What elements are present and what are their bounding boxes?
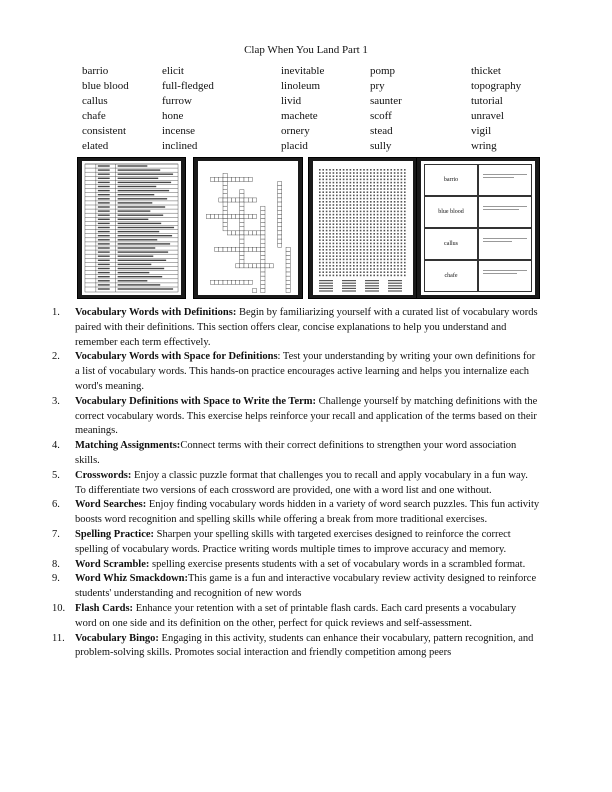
vocab-word: livid — [281, 95, 302, 107]
word-search-thumbnail — [308, 157, 418, 299]
word-search-graphic — [313, 161, 413, 295]
flash-card-grid — [424, 164, 532, 292]
flash-card — [424, 196, 478, 228]
worksheet-previews — [77, 157, 539, 299]
vocab-word: blue blood — [82, 80, 129, 92]
activity-item — [52, 350, 540, 394]
crossword-thumbnail — [193, 157, 303, 299]
vocab-word: ornery — [281, 125, 310, 137]
activity-description: Connect terms with their correct definitions to strengthen your word association skills. — [75, 440, 517, 466]
activity-number: 9. — [52, 573, 60, 585]
vocab-word: stead — [370, 125, 393, 137]
vocab-word: inevitable — [281, 65, 325, 77]
vocab-word: consistent — [82, 125, 126, 137]
flash-card-word: callus — [444, 241, 458, 247]
activity-description: Engaging in this activity, students can enhance their vocabulary, pattern recognition, and problem-solving skills. Promotes social interaction and friendly competition among peers — [75, 632, 534, 659]
flash-card — [424, 164, 478, 196]
vocab-word: placid — [281, 140, 308, 152]
vocab-word: barrio — [82, 65, 109, 77]
activity-number: 4. — [52, 440, 60, 452]
activity-title: Matching Assignments: — [75, 440, 181, 452]
activity-title: Word Searches: — [75, 499, 147, 511]
activity-item — [52, 528, 540, 558]
vocab-word: full-fledged — [162, 80, 214, 92]
activity-item — [52, 498, 540, 528]
vocab-word: linoleum — [281, 80, 321, 92]
activity-description: Sharpen your spelling skills with targeted exercises designed to reinforce the correct spelling of vocabulary words. Practice writing words multiple times to improve accuracy and memory. — [75, 528, 511, 555]
vocab-word: elated — [82, 140, 109, 152]
vocab-word: vigil — [471, 125, 492, 137]
flash-cards-thumbnail — [416, 157, 540, 299]
activity-number: 3. — [52, 395, 60, 407]
activity-number: 7. — [52, 528, 60, 540]
activity-item — [52, 439, 540, 469]
activity-title: Word Whiz Smackdown: — [75, 573, 188, 585]
activity-item — [52, 602, 540, 632]
vocab-word: scoff — [370, 110, 392, 122]
activity-description: Enjoy a classic puzzle format that challenges you to recall and apply vocabulary in a fun way. To differentiate two versions of each crossword are provided, one with a word list and one without. — [75, 469, 528, 496]
flash-card-word: chafe — [444, 273, 458, 279]
vocab-word: tutorial — [471, 95, 503, 107]
vocab-word: callus — [82, 95, 108, 107]
vocab-word: chafe — [82, 110, 106, 122]
activity-item — [52, 395, 540, 439]
activity-title: Flash Cards: — [75, 602, 134, 614]
activity-description: Challenge yourself by matching definitions with the correct vocabulary words. This exercise helps reinforce your recall and application of the terms based on their meanings. — [75, 395, 538, 437]
activity-number: 8. — [52, 558, 60, 570]
vocab-word: sully — [370, 140, 392, 152]
vocab-word: pry — [370, 80, 385, 92]
activity-number: 10. — [52, 602, 66, 614]
flash-card-word: barrio — [443, 177, 459, 183]
flash-card-definition — [478, 196, 532, 228]
word-column-3 — [281, 64, 324, 154]
vocab-word: unravel — [471, 110, 504, 122]
vocab-word: topography — [471, 80, 522, 92]
definitions-table-graphic — [82, 161, 181, 295]
vocab-word: elicit — [162, 65, 184, 77]
definitions-table-thumbnail — [77, 157, 186, 299]
activity-title: Spelling Practice: — [75, 528, 155, 540]
vocab-word: inclined — [162, 140, 198, 152]
activity-description: This game is a fun and interactive vocabulary review activity designed to reinforce students' understanding and recognition of new words — [75, 573, 537, 600]
flash-card-definition — [478, 164, 532, 196]
activity-title: Vocabulary Definitions with Space to Write the Term: — [75, 395, 317, 407]
activity-number: 1. — [52, 307, 60, 318]
activity-description: : Test your understanding by writing your own definitions for a list of vocabulary words. This hands-on practice encourages active learning and helps you internalize each word's meaning. — [75, 351, 536, 392]
activity-description: Enjoy finding vocabulary words hidden in a variety of word search puzzles. This fun activity boosts word recognition and spelling skills while offering a break from more traditional exercises. — [75, 499, 540, 526]
flash-card-definition — [478, 228, 532, 260]
activity-title: Vocabulary Words with Space for Definitions — [75, 351, 278, 363]
crossword-graphic — [198, 161, 298, 295]
activity-item — [52, 469, 540, 499]
vocab-word: pomp — [370, 65, 396, 77]
activity-title: Vocabulary Bingo: — [75, 632, 159, 644]
activity-title: Crosswords: — [75, 469, 132, 481]
vocab-word: incense — [162, 125, 195, 137]
word-column-5 — [471, 64, 521, 154]
activity-number: 5. — [52, 469, 60, 481]
vocab-word: hone — [162, 110, 184, 122]
activity-item — [52, 632, 540, 662]
activity-item — [52, 306, 540, 350]
flash-card — [424, 260, 478, 292]
activity-description: spelling exercise presents students with a set of vocabulary words in a scrambled format. — [149, 558, 526, 570]
flash-card-word: blue blood — [438, 209, 464, 215]
word-column-1 — [82, 64, 129, 154]
activity-number: 2. — [52, 351, 60, 363]
word-column-2 — [162, 64, 214, 154]
activity-title: Word Scramble: — [75, 558, 150, 570]
activity-title: Vocabulary Words with Definitions: — [75, 307, 237, 318]
vocab-word: wring — [471, 140, 497, 152]
activity-description: Enhance your retention with a set of printable flash cards. Each card presents a vocabulary word on one side and its definition on the other, perfect for quick reviews and self-assessment. — [75, 602, 517, 629]
activity-list — [52, 306, 540, 661]
flash-card-definition — [478, 260, 532, 292]
page-title: Clap When You Land Part 1 — [244, 44, 368, 56]
flash-card — [424, 228, 478, 260]
vocab-word: furrow — [162, 95, 192, 107]
vocab-word: thicket — [471, 65, 501, 77]
activity-description: Begin by familiarizing yourself with a curated list of vocabulary words paired with their definitions. This section offers clear, concise explanations to help you understand and remember each term effectively. — [75, 307, 538, 348]
activity-number: 6. — [52, 499, 60, 511]
vocab-word: machete — [281, 110, 318, 122]
activity-number: 11. — [52, 632, 65, 644]
activity-item — [52, 558, 540, 573]
activity-item — [52, 572, 540, 602]
vocab-word: saunter — [370, 95, 402, 107]
word-column-4 — [370, 64, 402, 154]
